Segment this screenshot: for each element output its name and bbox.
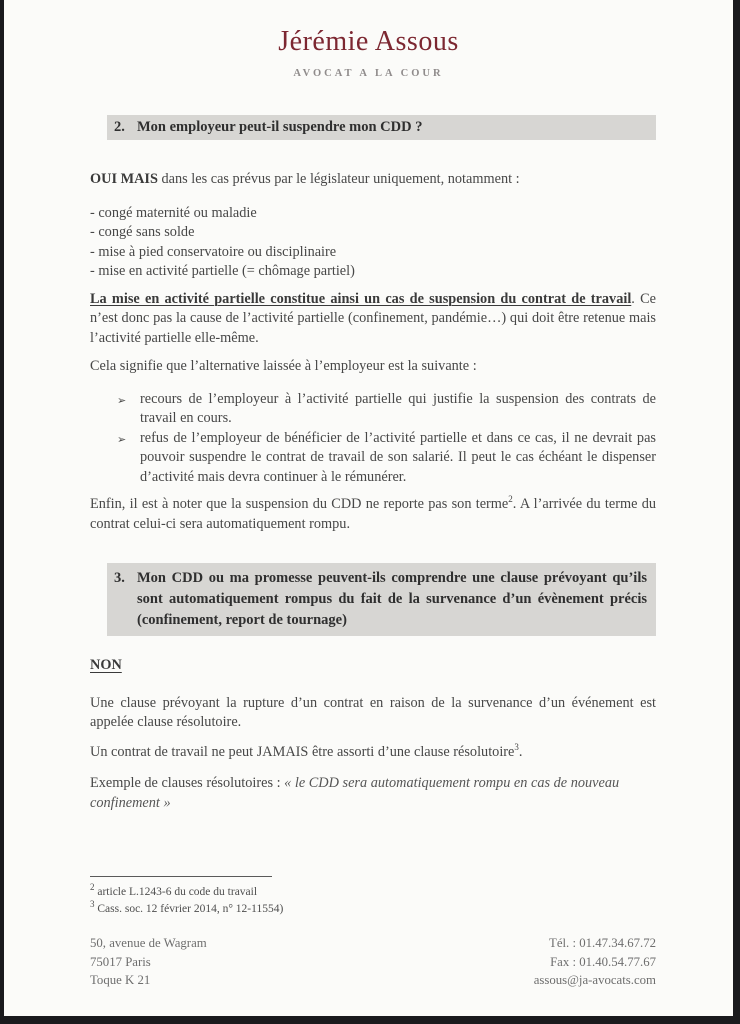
footnote-3-marker: 3 [90,899,95,910]
question-3-heading [107,563,656,636]
list-item: - mise en activité partielle (= chômage partiel) [90,263,355,279]
alternative-options-list [90,390,656,488]
footnote-3 [90,901,656,918]
emphasis-underlined-text: La mise en activité partielle constitue ainsi un cas de suspension du contrat de travail [90,290,632,307]
list-item [90,429,656,488]
question-2-title: Mon employeur peut-il suspendre mon CDD ? [137,119,423,135]
fax-line: Fax : 01.40.54.77.67 [550,954,656,969]
answer-2-keyword: OUI MAIS [90,171,158,187]
example-paragraph [90,774,656,813]
address-line: 75017 Paris [90,954,151,969]
footnote-3-text: Cass. soc. 12 février 2014, n° 12-11554) [94,903,284,915]
jamais-text: Un contrat de travail ne peut JAMAIS être assorti d’une clause résolutoire [90,743,515,760]
arrow-bullet-icon: ➢ [117,432,127,446]
emphasis-paragraph [90,290,656,349]
answer-2-paragraph [90,170,656,190]
list-item: - congé maternité ou maladie [90,204,257,221]
footnote-ref-2: 2 [508,494,513,505]
closing-text-end: . A l’arrivée du terme du contrat celui-ci sera automatiquement rompu. [90,496,656,532]
letterfoot [90,934,656,990]
footnote-2 [90,884,656,901]
example-quote: « le CDD sera automatiquement rompu en cas de nouveau confinement » [90,775,620,811]
question-2-heading [107,115,656,140]
bullet-text: refus de l’employeur de bénéficier de l’activité partielle et dans ce cas, il ne devrait pas pouvoir suspendre le contrat de travail de son salarié. Il peut le cas échéant le dispenser d’activité mais devra continuer à le rémunérer. [140,429,656,485]
list-item [90,390,656,429]
question-2-number: 2. [114,119,125,135]
footnote-2-marker: 2 [90,882,95,893]
answer-2-text: dans les cas prévus par le législateur uniquement, notamment : [157,171,520,187]
firm-subtitle: AVOCAT A LA COUR [293,68,444,79]
answer-3-keyword: NON [90,657,122,673]
list-item: - congé sans solde [90,224,195,240]
jamais-text-end: . [518,743,523,760]
arrow-bullet-icon: ➢ [117,393,127,407]
closing-paragraph [90,495,656,534]
address-line: 50, avenue de Wagram [90,936,207,950]
document-body [4,115,733,813]
example-label: Exemple de clauses résolutoires : [90,775,285,791]
footnotes-section [90,876,656,918]
clause-definition-paragraph: Une clause prévoyant la rupture d’un contrat en raison de la survenance d’un événement est appelée clause résolutoire. [90,694,656,730]
firm-name: Jérémie Assous [278,26,459,57]
jamais-paragraph [90,743,656,763]
document-page [4,0,733,1016]
address-line: Toque K 21 [90,973,151,987]
alternative-intro: Cela signifie que l’alternative laissée à l’employeur est la suivante : [90,358,477,374]
address-block [90,934,207,990]
bullet-text: recours de l’employeur à l’activité partielle qui justifie la suspension des contrats de travail en cours. [140,390,656,426]
footnote-2-text: article L.1243-6 du code du travail [94,886,258,898]
question-3-number: 3. [114,570,125,586]
list-item: - mise à pied conservatoire ou disciplinaire [90,243,337,260]
suspension-cases-list [90,204,656,282]
closing-text: Enfin, il est à noter que la suspension du CDD ne reporte pas son terme [90,496,509,512]
email-line: assous@ja-avocats.com [533,973,656,987]
letterhead [4,0,733,80]
contact-block [534,934,656,990]
question-3-title: Mon CDD ou ma promesse peuvent-ils comprendre une clause prévoyant qu’ils sont automatiquement rompus du fait de la survenance d’un évènement précis (confinement, report de tournage) [137,570,647,628]
footnote-separator [90,876,272,877]
phone-line: Tél. : 01.47.34.67.72 [549,936,656,950]
emphasis-rest-text: . Ce n’est donc pas la cause de l’activité partielle (confinement, pandémie…) qui doit être retenue mais l’activité partielle elle-même. [90,290,656,346]
footnote-ref-3: 3 [514,741,519,752]
